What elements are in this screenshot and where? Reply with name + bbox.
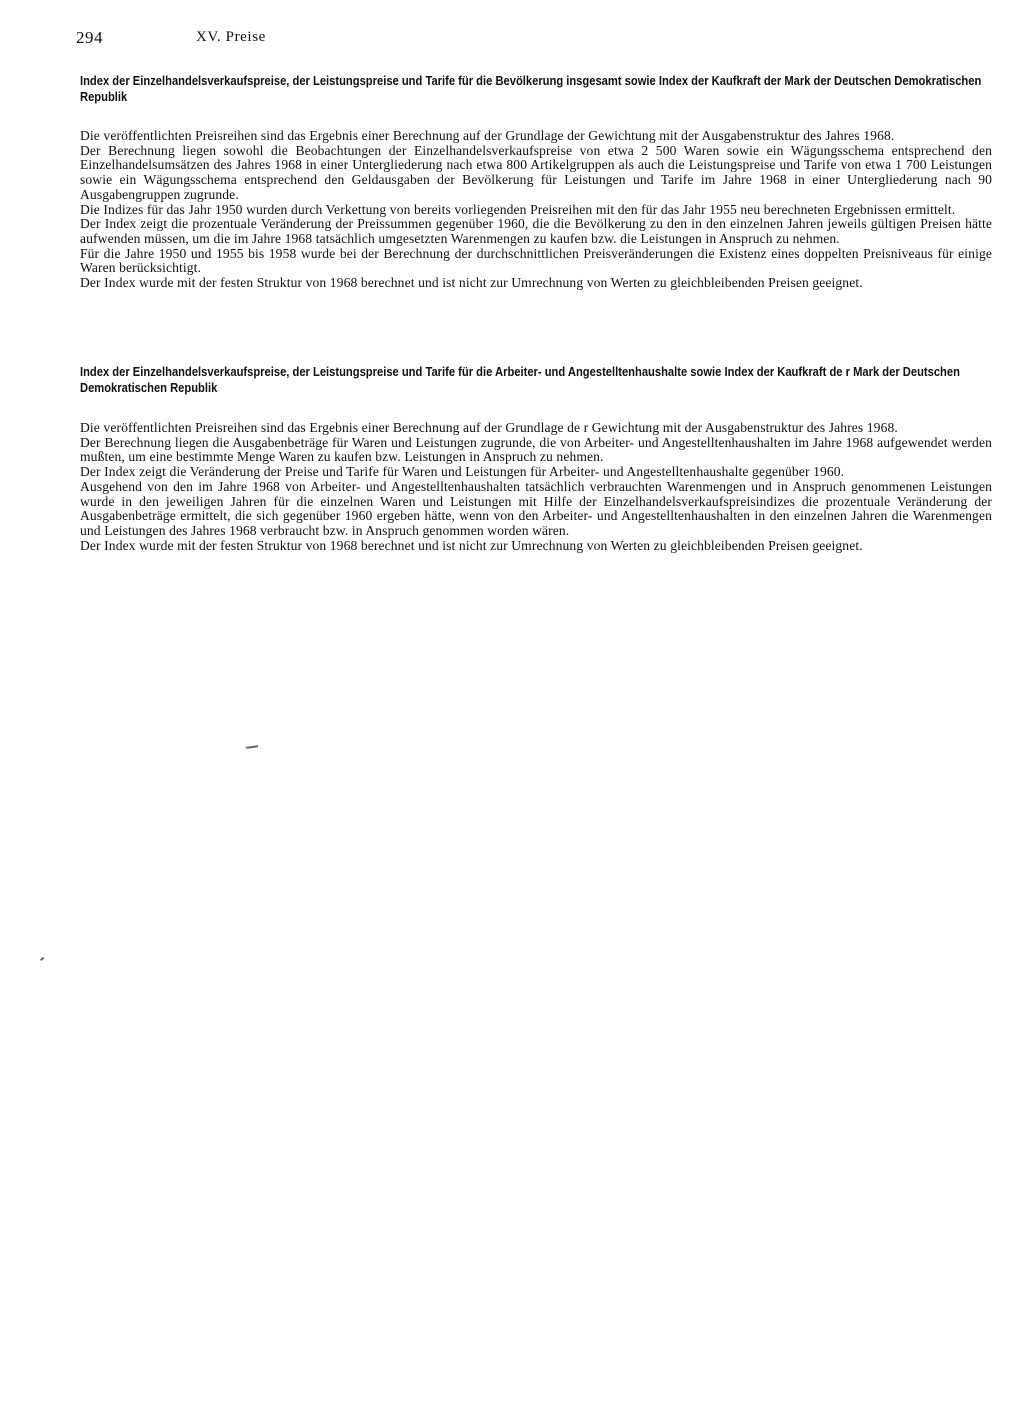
section-worker-households bbox=[80, 364, 992, 553]
section-heading: Index der Einzelhandelsverkaufspreise, der Leistungspreise und Tarife für die Bevölkerung insgesamt sowie Index der Kaufkraft der Mark der Deutschen Demokratischen Republik bbox=[80, 73, 982, 104]
paragraph: Für die Jahre 1950 und 1955 bis 1958 wurde bei der Berechnung der durchschnittlichen Preisveränderungen die Existenz eines doppelten Preisniveaus für einige Waren berücksichtigt. bbox=[80, 245, 992, 276]
paragraph: Die veröffentlichten Preisreihen sind das Ergebnis einer Berechnung auf der Grundlage der Gewichtung mit der Ausgabenstruktur des Jahres 1968. bbox=[80, 128, 895, 143]
scan-speck bbox=[40, 957, 44, 961]
paragraph: Die veröffentlichten Preisreihen sind das Ergebnis einer Berechnung auf der Grundlage de r Gewichtung mit der Ausgabenstruktur des Jahres 1968. bbox=[80, 420, 898, 435]
page-header bbox=[76, 28, 476, 52]
paragraph: Der Index zeigt die Veränderung der Preise und Tarife für Waren und Leistungen für Arbeiter- und Angestelltenhaushalte gegenüber 1960. bbox=[80, 464, 845, 480]
paragraph: Der Berechnung liegen sowohl die Beobachtungen der Einzelhandelsverkaufspreise von etwa 2 500 Waren sowie ein Wägungsschema entsprechend den Einzelhandelsumsätzen des Jahres 1968 in einer Untergliederung nach etwa 800 Artikelgruppen als auch die Leistungspreise und Tarife von etwa 1 700 Leistungen sowie ein Wägungsschema entsprechend den Geldausgaben der Bevölkerung für Leistungen und Tarife im Jahre 1968 in einer Untergliederung nach 90 Ausgabengruppen zugrunde. bbox=[80, 142, 992, 202]
section-heading: Index der Einzelhandelsverkaufspreise, der Leistungspreise und Tarife für die Arbeiter- und Angestelltenhaushalte sowie Index der Kaufkraft de r Mark der Deutschen Demokratischen Republik bbox=[80, 364, 960, 395]
page-number: 294 bbox=[76, 28, 103, 47]
section-body bbox=[80, 129, 992, 291]
chapter-title: XV. Preise bbox=[196, 29, 266, 45]
scan-speck bbox=[246, 745, 258, 748]
paragraph: Der Index wurde mit der festen Struktur von 1968 berechnet und ist nicht zur Umrechnung von Werten zu gleichbleibenden Preisen geeignet. bbox=[80, 537, 863, 553]
paragraph: Der Berechnung liegen die Ausgabenbeträge für Waren und Leistungen zugrunde, die von Arbeiter- und Angestelltenhaushalten im Jahre 1968 aufgewendet werden mußten, um eine bestimmte Menge Waren zu kaufen bzw. Leistungen in Anspruch zu nehmen. bbox=[80, 434, 992, 465]
paragraph: Ausgehend von den im Jahre 1968 von Arbeiter- und Angestelltenhaushalten tatsächlich verbrauchten Warenmengen und in Anspruch genommenen Leistungen wurde in den jeweiligen Jahren für die einzelnen Waren und Leistungen mit Hilfe der Einzelhandelsverkaufspreisindizes die prozentuale Veränderung der Ausgabenbeträge ermittelt, die sich gegenüber 1960 ergeben hätte, wenn von den Arbeiter- und Angestelltenhaushalten in den einzelnen Jahren die Warenmengen und Leistungen des Jahres 1968 verbraucht bzw. in Anspruch genommen worden wären. bbox=[80, 478, 992, 538]
section-body bbox=[80, 421, 992, 553]
paragraph: Der Index wurde mit der festen Struktur von 1968 berechnet und ist nicht zur Umrechnung von Werten zu gleichbleibenden Preisen geeignet. bbox=[80, 275, 863, 291]
paragraph: Der Index zeigt die prozentuale Veränderung der Preissummen gegenüber 1960, die die Bevölkerung zu den in den einzelnen Jahren jeweils gültigen Preisen hätte aufwenden müssen, um die im Jahre 1968 tatsächlich umgesetzten Warenmengen zu kaufen bzw. die Leistungen in Anspruch zu nehmen. bbox=[80, 216, 992, 246]
paragraph: Die Indizes für das Jahr 1950 wurden durch Verkettung von bereits vorliegenden Preisreihen mit den für das Jahr 1955 neu berechneten Ergebnissen ermittelt. bbox=[80, 201, 956, 217]
section-total-population bbox=[80, 73, 992, 291]
